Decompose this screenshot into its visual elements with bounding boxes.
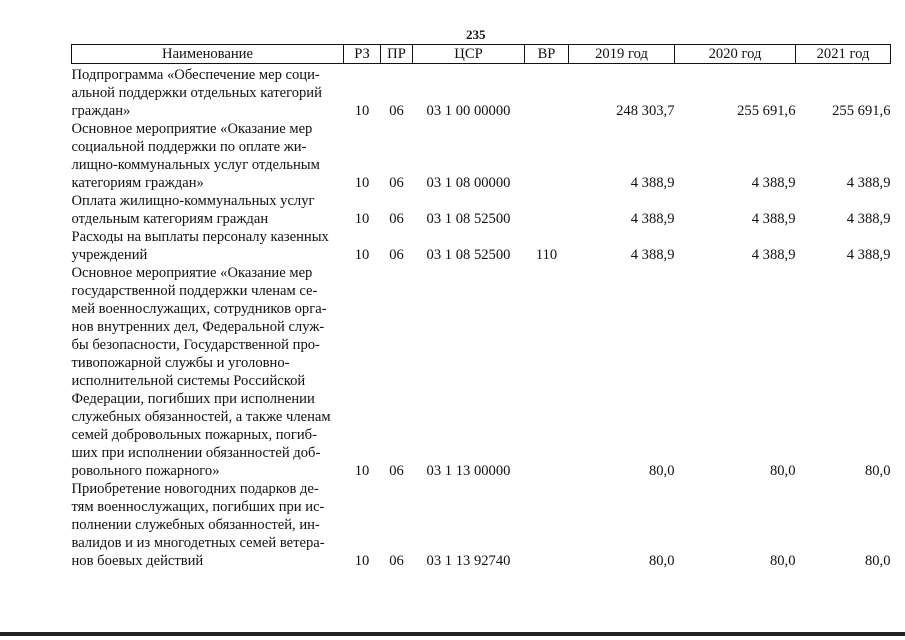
cell-name (72, 192, 344, 228)
table-body (72, 64, 891, 571)
cell-name-line: семей добровольных пожарных, погиб- (71, 427, 317, 443)
cell-rz: 10 (354, 247, 370, 263)
cell-name-line: лищно-коммунальных услуг отдельным (71, 157, 320, 173)
cell-rz: 10 (354, 175, 370, 191)
cell-name-line: бы безопасности, Государственной про- (71, 337, 320, 353)
cell-2019: 4 388,9 (630, 211, 675, 227)
cell-vr (525, 64, 569, 121)
cell-2020: 4 388,9 (751, 211, 796, 227)
page-bottom-rule (0, 632, 905, 636)
cell-name-line: отдельным категориям граждан (71, 211, 269, 227)
cell-name-line: учреждений (71, 247, 148, 263)
cell-name-line: Оплата жилищно-коммунальных услуг (71, 193, 315, 209)
cell-2020: 4 388,9 (751, 247, 796, 263)
cell-2019: 4 388,9 (630, 175, 675, 191)
cell-csr: 03 1 00 00000 (426, 103, 511, 119)
cell-name-line: граждан» (71, 103, 131, 119)
budget-table (71, 44, 891, 570)
cell-name-line: категориям граждан» (71, 175, 204, 191)
cell-2019: 4 388,9 (630, 247, 675, 263)
cell-2021: 4 388,9 (846, 247, 891, 263)
cell-name-line: мей военнослужащих, сотрудников орга- (71, 301, 327, 317)
cell-name-line: Приобретение новогодних подарков де- (71, 481, 319, 497)
cell-name-line: Основное мероприятие «Оказание мер (71, 121, 313, 137)
cell-pr: 06 (389, 175, 404, 191)
header-2021: 2021 год (796, 45, 891, 64)
header-pr: ПР (381, 45, 413, 64)
cell-2021: 255 691,6 (832, 103, 891, 119)
cell-vr (525, 120, 569, 192)
header-rz: РЗ (344, 45, 381, 64)
cell-2019: 80,0 (648, 463, 675, 479)
cell-2019: 80,0 (648, 553, 675, 569)
cell-vr (525, 192, 569, 228)
cell-2020: 4 388,9 (751, 175, 796, 191)
cell-name-line: тивопожарной службы и уголовно- (71, 355, 290, 371)
cell-2020: 255 691,6 (737, 103, 796, 119)
cell-name-line: служебных обязанностей, а также членам (71, 409, 331, 425)
cell-name-line: полнении служебных обязанностей, ин- (71, 517, 320, 533)
header-2019: 2019 год (569, 45, 675, 64)
cell-name-line: ших при исполнении обязанностей доб- (71, 445, 321, 461)
cell-pr: 06 (389, 553, 404, 569)
cell-csr: 03 1 13 92740 (426, 553, 511, 569)
cell-2020: 80,0 (769, 463, 796, 479)
cell-name-line: государственной поддержки членам се- (71, 283, 318, 299)
table-row (72, 192, 891, 228)
header-vr: ВР (525, 45, 569, 64)
cell-csr: 03 1 08 52500 (426, 211, 511, 227)
cell-name (72, 480, 344, 570)
cell-name-line: тям военнослужащих, погибших при ис- (71, 499, 325, 515)
table-row (72, 264, 891, 480)
cell-vr (525, 480, 569, 570)
table-row (72, 480, 891, 570)
cell-name-line: нов внутренних дел, Федеральной служ- (71, 319, 325, 335)
cell-vr: 110 (535, 247, 558, 263)
cell-rz: 10 (354, 463, 370, 479)
cell-name-line: альной поддержки отдельных категорий (71, 85, 322, 101)
cell-csr: 03 1 08 00000 (426, 175, 511, 191)
cell-pr: 06 (389, 463, 404, 479)
cell-csr: 03 1 08 52500 (426, 247, 511, 263)
cell-pr: 06 (389, 247, 404, 263)
cell-name-line: Расходы на выплаты персоналу казенных (71, 229, 329, 245)
cell-name-line: Подпрограмма «Обеспечение мер соци- (71, 67, 320, 83)
cell-name-line: ровольного пожарного» (71, 463, 220, 479)
cell-name (72, 120, 344, 192)
table-row (72, 228, 891, 264)
cell-pr: 06 (389, 211, 404, 227)
cell-2021: 4 388,9 (846, 211, 891, 227)
cell-name (72, 228, 344, 264)
cell-name (72, 64, 344, 121)
cell-2021: 80,0 (864, 553, 891, 569)
cell-name-line: исполнительной системы Российской (71, 373, 306, 389)
cell-rz: 10 (354, 211, 370, 227)
cell-2020: 80,0 (769, 553, 796, 569)
header-csr: ЦСР (413, 45, 525, 64)
cell-name (72, 264, 344, 480)
page-number: 235 (466, 27, 486, 42)
cell-csr: 03 1 13 00000 (426, 463, 511, 479)
header-2020: 2020 год (675, 45, 796, 64)
cell-rz: 10 (354, 103, 370, 119)
table-row (72, 120, 891, 192)
cell-vr (525, 264, 569, 480)
cell-2021: 80,0 (864, 463, 891, 479)
cell-name-line: нов боевых действий (71, 553, 204, 569)
header-name: Наименование (72, 45, 344, 64)
cell-name-line: Основное мероприятие «Оказание мер (71, 265, 313, 281)
cell-name-line: Федерации, погибших при исполнении (71, 391, 315, 407)
cell-name-line: социальной поддержки по оплате жи- (71, 139, 307, 155)
cell-rz: 10 (354, 553, 370, 569)
cell-2019: 248 303,7 (616, 103, 675, 119)
table-row (72, 64, 891, 121)
cell-pr: 06 (389, 103, 404, 119)
cell-name-line: валидов и из многодетных семей ветера- (71, 535, 325, 551)
cell-2021: 4 388,9 (846, 175, 891, 191)
table-header-row (72, 45, 891, 64)
